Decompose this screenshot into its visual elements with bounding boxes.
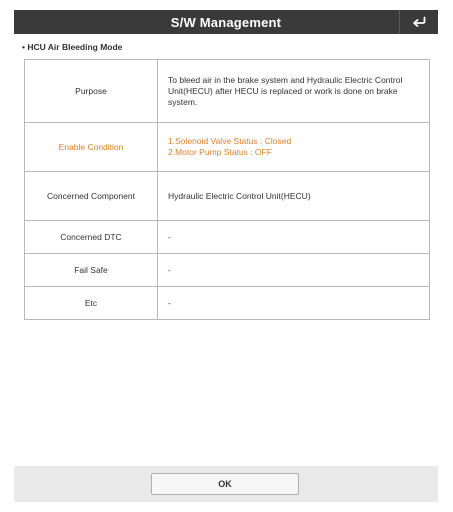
table-row-concerned-component xyxy=(25,172,430,221)
enable-condition-line-2: 2.Motor Pump Status : OFF xyxy=(168,147,272,157)
row-value xyxy=(158,60,430,123)
row-label: Etc xyxy=(25,287,158,320)
row-value xyxy=(158,221,430,254)
fail-safe-text: - xyxy=(168,264,171,275)
row-label: Enable Condition xyxy=(25,123,158,172)
ok-button[interactable]: OK xyxy=(151,473,299,495)
section-title: • HCU Air Bleeding Mode xyxy=(22,42,123,52)
page-title: S/W Management xyxy=(170,14,282,30)
component-text: Hydraulic Electric Control Unit(HECU) xyxy=(168,190,311,201)
table-row-concerned-dtc xyxy=(25,221,430,254)
table-row-purpose xyxy=(25,60,430,123)
row-label: Concerned Component xyxy=(25,172,158,221)
row-value xyxy=(158,123,430,172)
table-row-etc xyxy=(25,287,430,320)
title-bar xyxy=(14,10,438,34)
row-label: Fail Safe xyxy=(25,254,158,287)
purpose-text: To bleed air in the brake system and Hydraulic Electric Control Unit(HECU) after HECU is replaced or work is done on brake system. xyxy=(168,74,403,107)
row-value xyxy=(158,254,430,287)
table-row-enable-condition xyxy=(25,123,430,172)
table-row-fail-safe xyxy=(25,254,430,287)
footer-bar xyxy=(14,466,438,502)
enable-condition-line-1: 1.Solenoid Valve Status : Closed xyxy=(168,136,292,146)
info-table xyxy=(24,59,430,320)
dtc-text: - xyxy=(168,231,171,242)
row-label: Purpose xyxy=(25,60,158,123)
row-value xyxy=(158,287,430,320)
return-arrow-icon xyxy=(411,16,427,28)
row-value xyxy=(158,172,430,221)
back-button[interactable] xyxy=(399,10,438,34)
row-label: Concerned DTC xyxy=(25,221,158,254)
etc-text: - xyxy=(168,297,171,308)
